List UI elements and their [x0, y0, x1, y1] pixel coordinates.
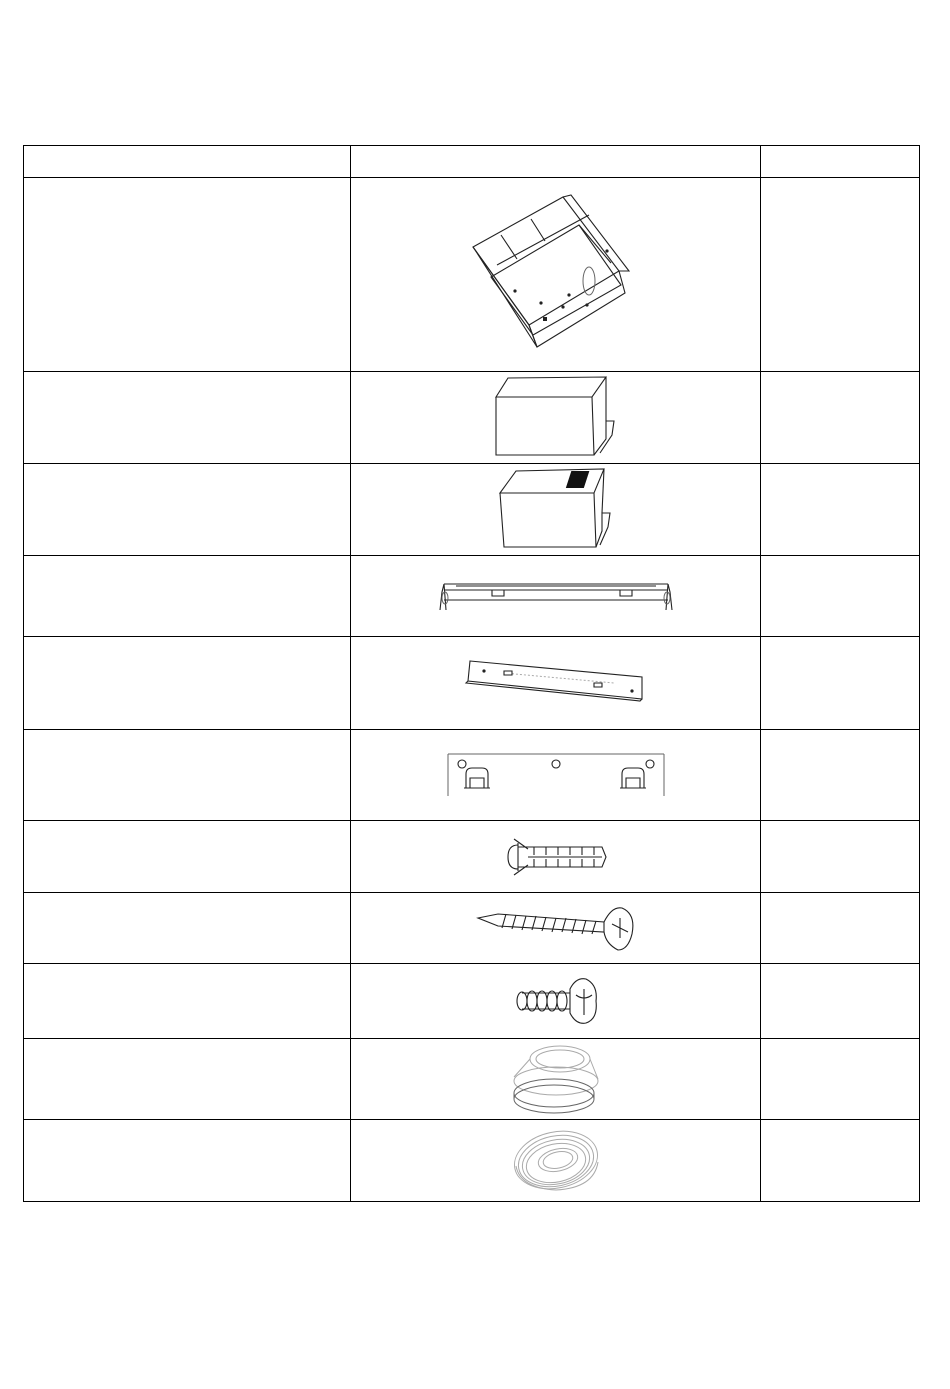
check-valve-ring-icon: [510, 1126, 602, 1196]
part-name-cell: [24, 464, 351, 556]
table-row: [24, 893, 920, 964]
quantity-cell: [761, 556, 920, 637]
figure-cell: [351, 1120, 761, 1202]
wall-bracket-rail-icon: [436, 576, 676, 616]
quantity-cell: [761, 372, 920, 464]
wall-plug-icon: [504, 837, 608, 877]
figure-cell: [351, 556, 761, 637]
upper-chimney-cover-icon: [494, 377, 618, 459]
quantity-cell: [761, 178, 920, 372]
figure-cell: [351, 893, 761, 964]
lower-chimney-cover-icon: [498, 469, 614, 551]
figure-cell: [351, 730, 761, 821]
figure-cell: [351, 372, 761, 464]
figure-cell: [351, 178, 761, 372]
quantity-cell: [761, 821, 920, 893]
table-row: [24, 556, 920, 637]
figure-cell: [351, 964, 761, 1039]
part-name-cell: [24, 556, 351, 637]
header-figure: [351, 146, 761, 178]
part-name-cell: [24, 964, 351, 1039]
quantity-cell: [761, 893, 920, 964]
short-screw-icon: [514, 975, 598, 1027]
quantity-cell: [761, 464, 920, 556]
table-header-row: [24, 146, 920, 178]
chimney-support-bracket-icon: [471, 195, 641, 355]
table-row: [24, 464, 920, 556]
quantity-cell: [761, 637, 920, 730]
table-row: [24, 372, 920, 464]
duct-adapter-ring-icon: [508, 1041, 604, 1117]
figure-cell: [351, 464, 761, 556]
quantity-cell: [761, 964, 920, 1039]
table-row: [24, 730, 920, 821]
table-row: [24, 178, 920, 372]
quantity-cell: [761, 730, 920, 821]
figure-cell: [351, 821, 761, 893]
figure-cell: [351, 637, 761, 730]
table-row: [24, 964, 920, 1039]
part-name-cell: [24, 1039, 351, 1120]
part-name-cell: [24, 730, 351, 821]
part-name-cell: [24, 821, 351, 893]
hanging-bracket-icon: [446, 752, 666, 798]
part-name-cell: [24, 893, 351, 964]
part-name-cell: [24, 637, 351, 730]
quantity-cell: [761, 1120, 920, 1202]
mounting-plate-icon: [464, 659, 648, 707]
table-row: [24, 1120, 920, 1202]
part-name-cell: [24, 1120, 351, 1202]
parts-table: [23, 145, 920, 1202]
part-name-cell: [24, 178, 351, 372]
long-screw-icon: [476, 904, 636, 952]
figure-cell: [351, 1039, 761, 1120]
header-part-name: [24, 146, 351, 178]
header-quantity: [761, 146, 920, 178]
quantity-cell: [761, 1039, 920, 1120]
table-row: [24, 1039, 920, 1120]
table-row: [24, 637, 920, 730]
table-row: [24, 821, 920, 893]
part-name-cell: [24, 372, 351, 464]
